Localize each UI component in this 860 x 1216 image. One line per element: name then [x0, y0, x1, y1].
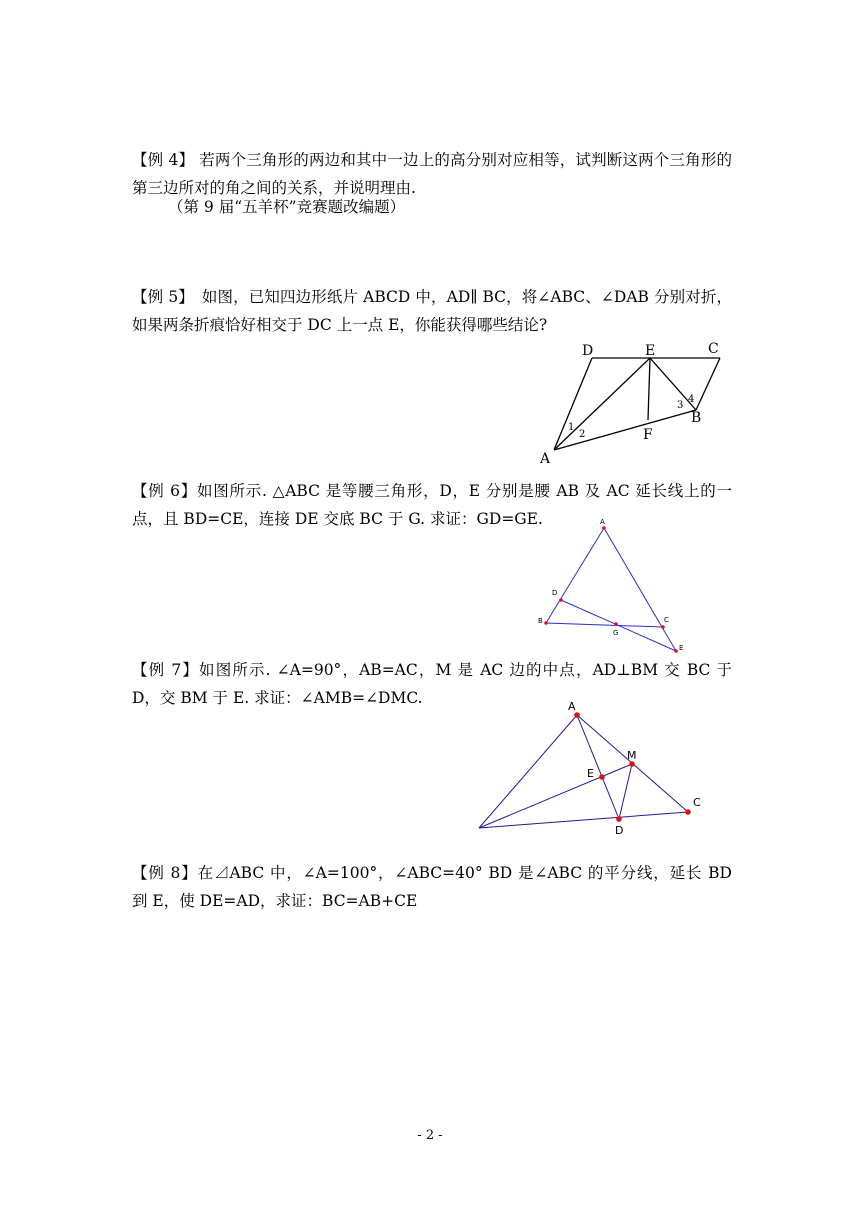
label-g: G: [613, 629, 619, 637]
label-a: A: [568, 700, 576, 713]
point-a: [574, 712, 580, 718]
label-a: A: [540, 451, 551, 467]
label-c: C: [693, 796, 701, 809]
label-d: D: [615, 824, 624, 837]
label-c: C: [664, 616, 669, 624]
label-b: B: [538, 617, 543, 625]
segment-ab: [479, 715, 577, 828]
segment-cb: [696, 358, 720, 410]
label-c: C: [708, 341, 719, 357]
page-number: - 2 -: [417, 1128, 443, 1143]
angle-label-3: 3: [677, 400, 684, 411]
angle-label-1: 1: [568, 422, 575, 433]
segment-bc: [546, 623, 663, 627]
segment-ef: [648, 358, 650, 420]
segment-de: [561, 600, 676, 651]
label-d: D: [552, 589, 558, 597]
point-m: [629, 761, 635, 767]
point-c: [661, 625, 665, 629]
segment-ab: [546, 528, 604, 623]
example-8-text: 【例 8】在⊿ABC 中，∠A=100°，∠ABC=40° BD 是∠ABC 的平分线，延长 BD 到 E，使 DE=AD，求证：BC=AB+CE: [132, 864, 732, 910]
label-e: E: [587, 767, 594, 780]
point-e: [599, 774, 605, 780]
label-b: B: [691, 410, 702, 426]
example-7-text: 【例 7】如图所示. ∠A=90°，AB=AC，M 是 AC 边的中点，AD⊥BM 交 BC 于 D，交 BM 于 E. 求证：∠AMB=∠DMC.: [132, 661, 732, 707]
example-6-figure: [536, 516, 696, 656]
segment-md: [619, 764, 632, 819]
point-d: [559, 598, 563, 602]
segment-ad: [577, 715, 619, 819]
point-d: [616, 816, 622, 822]
example-7-figure: [472, 698, 712, 838]
label-m: M: [627, 749, 637, 762]
example-5-text: 【例 5】 如图，已知四边形纸片 ABCD 中，AD∥ BC，将∠ABC、∠DAB 分别对折，如果两条折痕恰好相交于 DC 上一点 E，你能获得哪些结论?: [132, 288, 732, 334]
point-a: [602, 526, 606, 530]
label-e: E: [679, 644, 684, 652]
example-6-text: 【例 6】如图所示. △ABC 是等腰三角形，D，E 分别是腰 AB 及 AC 延长线上的一点，且 BD=CE，连接 DE 交底 BC 于 G. 求证：GD=GE.: [132, 482, 732, 528]
angle-label-2: 2: [579, 429, 586, 440]
label-d: D: [582, 343, 594, 359]
angle-label-4: 4: [688, 394, 695, 405]
point-g: [614, 622, 618, 626]
point-b: [544, 621, 548, 625]
example-4-source: （第 9 届“五羊杯”竞赛题改编题）: [168, 198, 406, 216]
segment-da: [554, 358, 592, 450]
point-c: [685, 809, 691, 815]
label-f: F: [643, 427, 653, 443]
example-5-figure: [530, 336, 730, 466]
example-4-text: 【例 4】 若两个三角形的两边和其中一边上的高分别对应相等，试判断这两个三角形的第三边所对的角之间的关系，并说明理由.: [132, 151, 732, 197]
label-a: A: [600, 518, 605, 526]
label-e: E: [645, 343, 656, 359]
point-e: [674, 649, 678, 653]
